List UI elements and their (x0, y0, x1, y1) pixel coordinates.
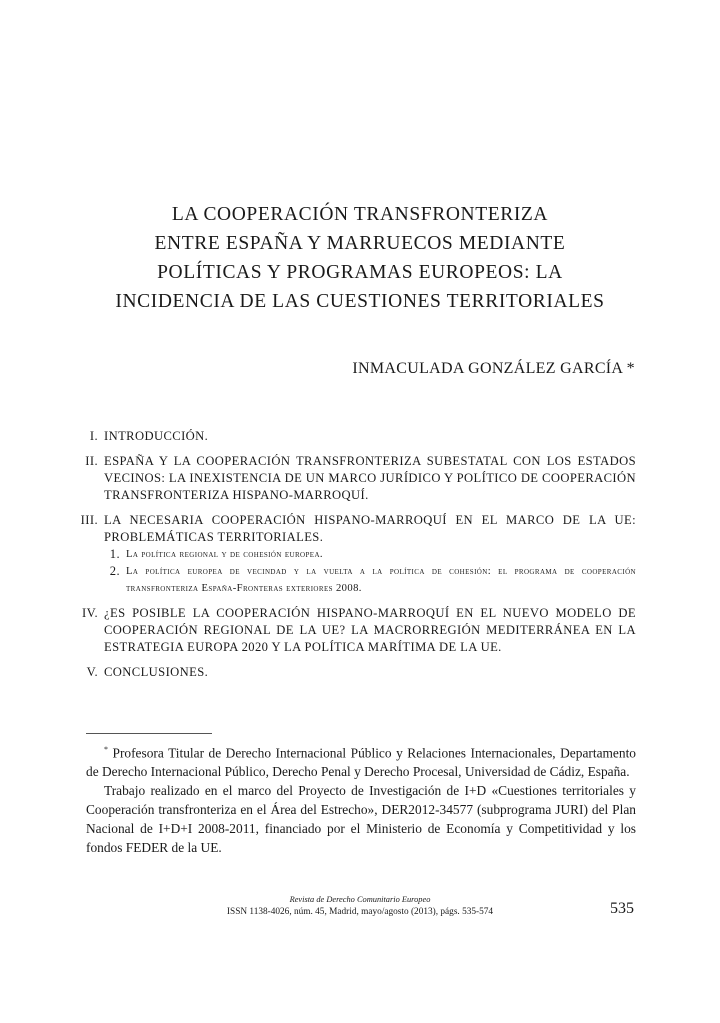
toc-text: CONCLUSIONES. (104, 665, 209, 679)
toc-item (70, 428, 636, 445)
toc-subtext: La política regional y de cohesión europea. (126, 549, 323, 560)
toc-subtext: La política europea de vecindad y la vuelta a la política de cohesión: el programa de cooperación transfronteriza España-Fronteras exteriores 2008. (126, 566, 636, 594)
footnote-text: Profesora Titular de Derecho Internacional Público y Relaciones Internacionales, Departamento de Derecho Internacional Público, Derecho Penal y Derecho Procesal, Universidad de Cádiz, España. (86, 745, 636, 780)
toc-number: IV. (81, 606, 98, 620)
toc-number: II. (85, 454, 98, 468)
footnote-author (86, 740, 636, 781)
author-name: INMACULADA GONZÁLEZ GARCÍA * (352, 360, 635, 377)
toc-item (70, 453, 636, 504)
toc-item (70, 605, 636, 656)
title-line: POLÍTICAS Y PROGRAMAS EUROPEOS: LA (157, 262, 563, 283)
toc-text: ESPAÑA Y LA COOPERACIÓN TRANSFRONTERIZA SUBESTATAL CON LOS ESTADOS VECINOS: LA INEXISTENCIA DE UN MARCO JURÍDICO Y POLÍTICO DE COOPERACIÓN TRANSFRONTERIZA HISPANO-MARROQUÍ. (104, 454, 636, 502)
toc-text: INTRODUCCIÓN. (104, 429, 209, 443)
toc-subitem (104, 546, 636, 563)
toc-subitem (104, 563, 636, 597)
footnote-project: Trabajo realizado en el marco del Proyecto de Investigación de I+D «Cuestiones territoriales y Cooperación transfronteriza en el Área del Estrecho», DER2012-34577 (subprograma JURI) del Plan Nacional de I+D+I 2008-2011, financiado por el Ministerio de Economía y Competitividad y los fondos FEDER de la UE. (86, 783, 636, 856)
footnotes (86, 740, 636, 857)
toc-number: I. (89, 429, 98, 443)
journal-name: Revista de Derecho Comunitario Europeo (289, 895, 431, 904)
footnote-marker: * (104, 745, 108, 754)
toc-section (104, 512, 636, 597)
toc-item (70, 664, 636, 681)
issn-line: ISSN 1138-4026, núm. 45, Madrid, mayo/agosto (2013), págs. 535-574 (226, 907, 494, 917)
toc-text: ¿ES POSIBLE LA COOPERACIÓN HISPANO-MARROQUÍ EN EL NUEVO MODELO DE COOPERACIÓN REGIONAL DE LA UE? LA MACRORREGIÓN MEDITERRÁNEA EN LA ESTRATEGIA EUROPA 2020 Y LA POLÍTICA MARÍTIMA DE LA UE. (104, 606, 636, 654)
toc-subnumber: 2. (109, 564, 120, 578)
toc-number: V. (86, 665, 98, 679)
article-title (60, 200, 660, 316)
toc-subnumber: 1. (109, 547, 120, 561)
title-line: INCIDENCIA DE LAS CUESTIONES TERRITORIALES (115, 291, 605, 312)
table-of-contents (70, 428, 636, 689)
toc-item (70, 512, 636, 597)
toc-text: LA NECESARIA COOPERACIÓN HISPANO-MARROQUÍ EN EL MARCO DE LA UE: PROBLEMÁTICAS TERRITORIALES. (104, 513, 636, 544)
footnote-divider (86, 733, 212, 734)
title-line: ENTRE ESPAÑA Y MARRUECOS MEDIANTE (154, 233, 566, 254)
page-number: 535 (610, 900, 634, 917)
toc-number: III. (80, 513, 98, 527)
title-line: LA COOPERACIÓN TRANSFRONTERIZA (171, 204, 549, 225)
